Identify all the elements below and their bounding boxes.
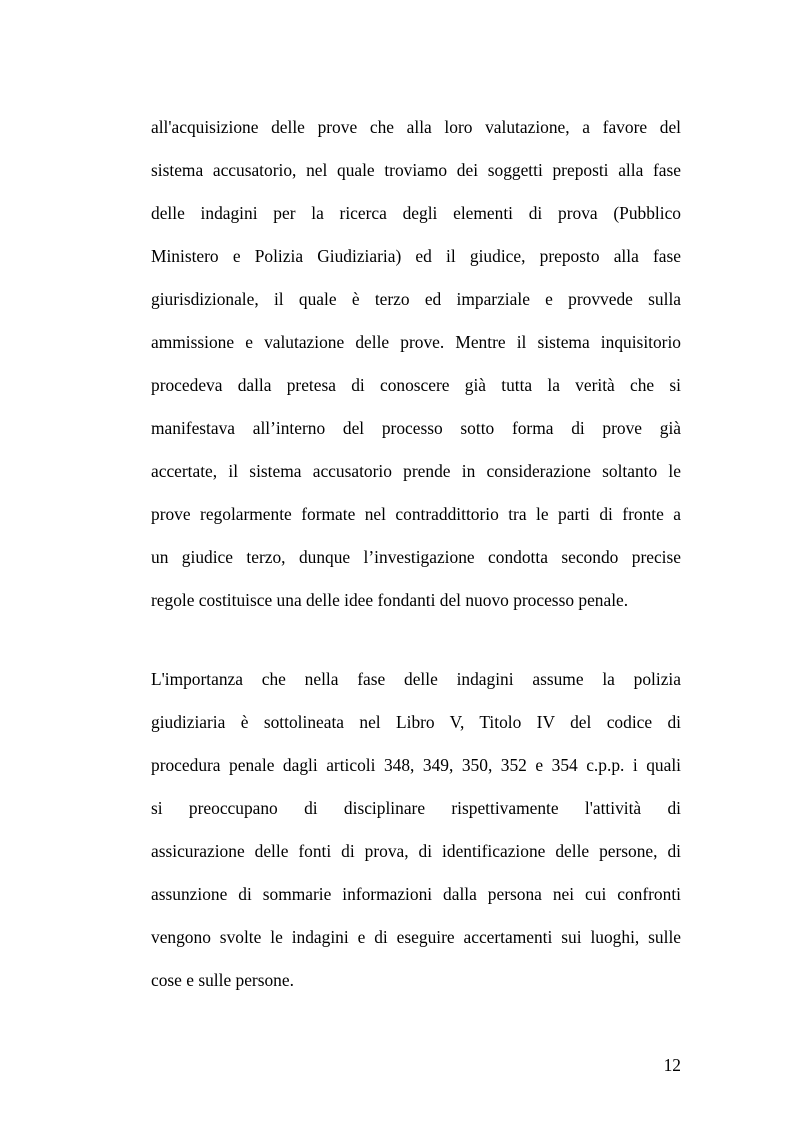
paragraph-line: sistema accusatorio, nel quale troviamo dei soggetti preposti alla fase [151,160,681,180]
paragraph-line: Ministero e Polizia Giudiziaria) ed il giudice, preposto alla fase [151,246,681,266]
paragraph-line: all'acquisizione delle prove che alla loro valutazione, a favore del [151,117,681,137]
paragraph-line: assicurazione delle fonti di prova, di identificazione delle persone, di [151,841,681,861]
paragraph-line: cose e sulle persone. [151,970,294,990]
paragraph-line: delle indagini per la ricerca degli elementi di prova (Pubblico [151,203,681,223]
paragraph-line: accertate, il sistema accusatorio prende in considerazione soltanto le [151,461,681,481]
paragraph-line: un giudice terzo, dunque l’investigazione condotta secondo precise [151,547,681,567]
paragraph-line: ammissione e valutazione delle prove. Mentre il sistema inquisitorio [151,332,681,352]
paragraph-line: vengono svolte le indagini e di eseguire accertamenti sui luoghi, sulle [151,927,681,947]
paragraph-line: giurisdizionale, il quale è terzo ed imparziale e provvede sulla [151,289,681,309]
paragraph-1 [151,117,681,633]
paragraph-line: giudiziaria è sottolineata nel Libro V, Titolo IV del codice di [151,712,681,732]
page-number: 12 [663,1055,681,1075]
paragraph-line: procedeva dalla pretesa di conoscere già tutta la verità che si [151,375,681,395]
paragraph-line: si preoccupano di disciplinare rispettivamente l'attività di [151,798,681,818]
paragraph-line: manifestava all’interno del processo sotto forma di prove già [151,418,681,438]
paragraph-line: regole costituisce una delle idee fondanti del nuovo processo penale. [151,590,629,610]
paragraph-line: procedura penale dagli articoli 348, 349, 350, 352 e 354 c.p.p. i quali [151,755,681,775]
paragraph-2 [151,669,681,1013]
paragraph-line: assunzione di sommarie informazioni dalla persona nei cui confronti [151,884,681,904]
paragraph-line: L'importanza che nella fase delle indagini assume la polizia [151,669,681,689]
paragraph-line: prove regolarmente formate nel contraddittorio tra le parti di fronte a [151,504,681,524]
